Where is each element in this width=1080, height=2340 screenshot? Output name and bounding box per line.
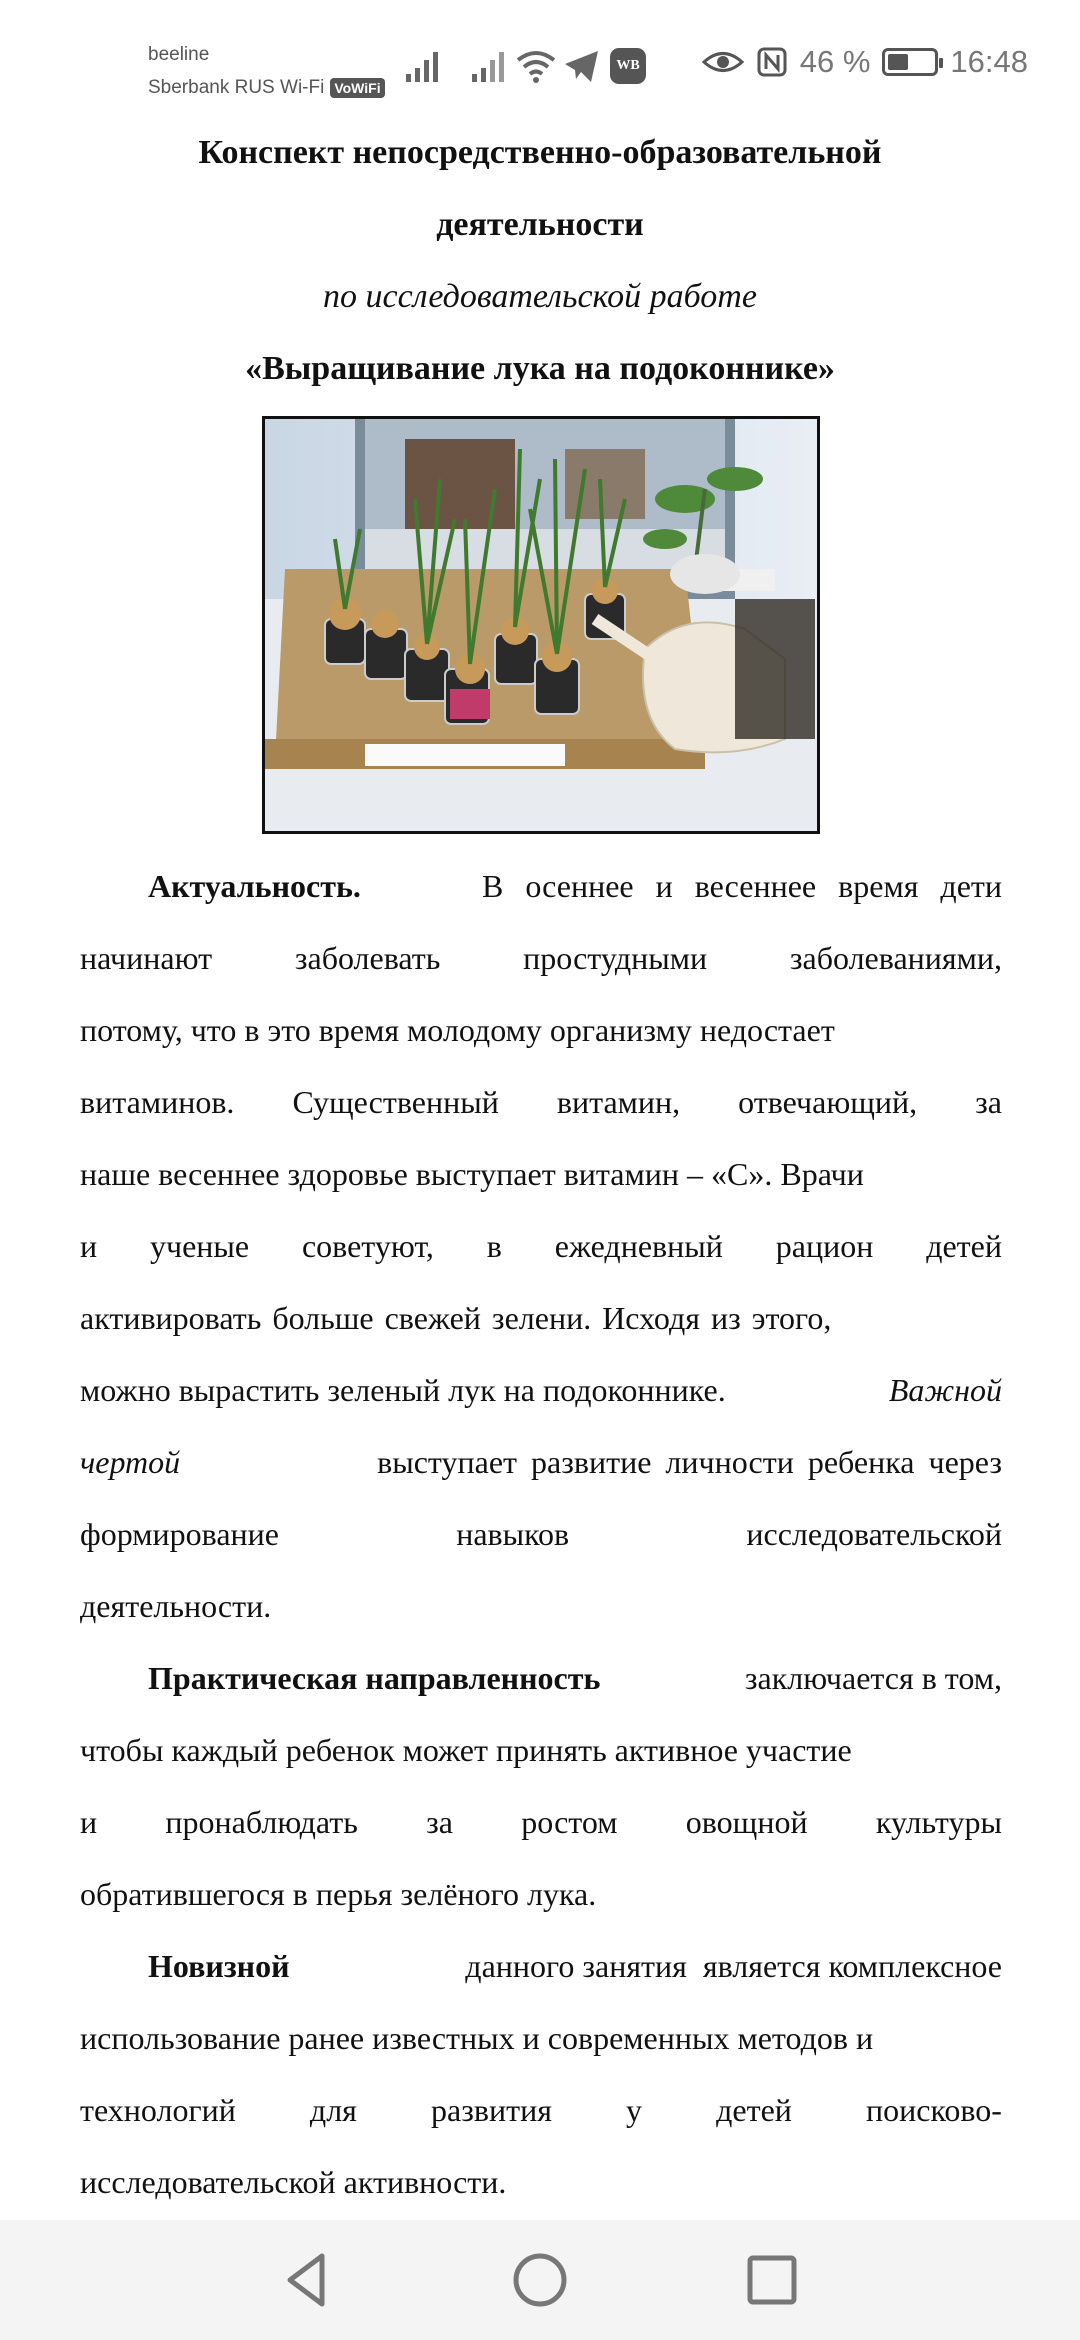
text-fragment: можно вырастить зеленый лук на подоконнике. xyxy=(80,1372,726,1408)
word: витамин, xyxy=(556,1084,681,1120)
eye-icon xyxy=(702,47,744,77)
word: ученые xyxy=(149,1228,250,1264)
novelty-heading: Новизной xyxy=(148,1948,290,1984)
word: навыков xyxy=(456,1516,570,1552)
status-bar xyxy=(0,0,1080,120)
battery-icon xyxy=(882,48,938,76)
word: Существенный xyxy=(292,1084,499,1120)
carrier-info xyxy=(148,38,385,104)
text-fragment: данного занятия является комплексное xyxy=(465,1948,1002,1984)
paragraph-relevance-line8 xyxy=(80,1370,1002,1410)
paragraph-relevance-line2 xyxy=(80,938,1002,978)
document-title-line1: Конспект непосредственно-образовательной xyxy=(198,134,882,171)
status-right xyxy=(702,44,1028,80)
document-subtitle: по исследовательской работе xyxy=(323,278,757,315)
paragraph-relevance-line11: деятельности. xyxy=(80,1588,272,1624)
paragraph-relevance-line1 xyxy=(80,866,1002,906)
word: для xyxy=(309,2092,357,2128)
signal-strength-2-icon xyxy=(470,46,510,86)
paragraph-novelty-line2: использование ранее известных и современных методов и xyxy=(80,2020,874,2056)
word: и xyxy=(80,1804,98,1840)
word: рацион xyxy=(775,1228,874,1264)
back-icon[interactable] xyxy=(276,2248,340,2312)
word: за xyxy=(426,1804,453,1840)
battery-percent: 46 % xyxy=(799,44,871,79)
paragraph-practical-line4: обратившегося в перья зелёного лука. xyxy=(80,1876,597,1912)
signal-strength-icon xyxy=(404,46,444,86)
wifi-network-name: Sberbank RUS Wi-Fi xyxy=(148,77,325,98)
carrier-name: beeline xyxy=(148,44,210,65)
relevance-heading: Актуальность. xyxy=(148,868,361,904)
paragraph-practical-line2: чтобы каждый ребенок может принять активное участие xyxy=(80,1732,852,1768)
word: отвечающий, xyxy=(738,1084,918,1120)
telegram-icon xyxy=(562,46,602,86)
paragraph-relevance-line9 xyxy=(80,1442,1002,1482)
wb-app-icon: WB xyxy=(610,48,646,84)
home-icon[interactable] xyxy=(508,2248,572,2312)
word: у xyxy=(626,2092,643,2128)
emphasis-word: Важной xyxy=(888,1372,1002,1408)
word: заболеваниями, xyxy=(789,940,1002,976)
word: ростом xyxy=(521,1804,618,1840)
word: витаминов. xyxy=(80,1084,235,1120)
word: детей xyxy=(926,1228,1002,1264)
word: исследовательской xyxy=(746,1516,1002,1552)
vowifi-badge: VoWiFi xyxy=(330,78,384,98)
paragraph-relevance-line4 xyxy=(80,1082,1002,1122)
word: детей xyxy=(716,2092,792,2128)
paragraph-practical-line3 xyxy=(80,1802,1002,1842)
clock: 16:48 xyxy=(950,44,1028,79)
nfc-icon xyxy=(756,46,788,78)
paragraph-relevance-line10 xyxy=(80,1514,1002,1554)
paragraph-relevance-line7: активировать больше свежей зелени. Исходя из этого, xyxy=(80,1300,832,1336)
emphasis-word: чертой xyxy=(80,1444,181,1480)
wifi-icon xyxy=(514,46,558,86)
word: советуют, xyxy=(301,1228,434,1264)
paragraph-relevance-line6 xyxy=(80,1226,1002,1266)
text-fragment: заключается в том, xyxy=(744,1660,1002,1696)
paragraph-novelty-line3 xyxy=(80,2090,1002,2130)
word: за xyxy=(975,1084,1002,1120)
word: формирование xyxy=(80,1516,279,1552)
word: овощной xyxy=(685,1804,808,1840)
text-fragment: выступает развитие личности ребенка через xyxy=(377,1444,1002,1480)
navigation-bar xyxy=(0,2220,1080,2340)
word: начинают xyxy=(80,940,213,976)
word: и xyxy=(80,1228,98,1264)
word: ежедневный xyxy=(554,1228,723,1264)
paragraph-practical-line1 xyxy=(80,1658,1002,1698)
word: культуры xyxy=(875,1804,1002,1840)
paragraph-relevance-line5: наше весеннее здоровье выступает витамин – «С». Врачи xyxy=(80,1156,864,1192)
document-title-line2: деятельности xyxy=(436,206,644,243)
word: развития xyxy=(431,2092,552,2128)
word: пронаблюдать xyxy=(165,1804,358,1840)
word: в xyxy=(486,1228,502,1264)
paragraph-novelty-line4: исследовательской активности. xyxy=(80,2164,507,2200)
onion-photo xyxy=(262,416,820,834)
recents-icon[interactable] xyxy=(740,2248,804,2312)
word: поисково- xyxy=(866,2092,1002,2128)
word: заболевать xyxy=(294,940,441,976)
word: простудными xyxy=(523,940,708,976)
document-topic: «Выращивание лука на подоконнике» xyxy=(245,350,835,387)
paragraph-novelty-line1 xyxy=(80,1946,1002,1986)
practical-heading: Практическая направленность xyxy=(148,1660,601,1696)
word: технологий xyxy=(80,2092,236,2128)
text-fragment: В осеннее и весеннее время дети xyxy=(482,868,1002,904)
paragraph-relevance-line3: потому, что в это время молодому организму недостает xyxy=(80,1012,835,1048)
